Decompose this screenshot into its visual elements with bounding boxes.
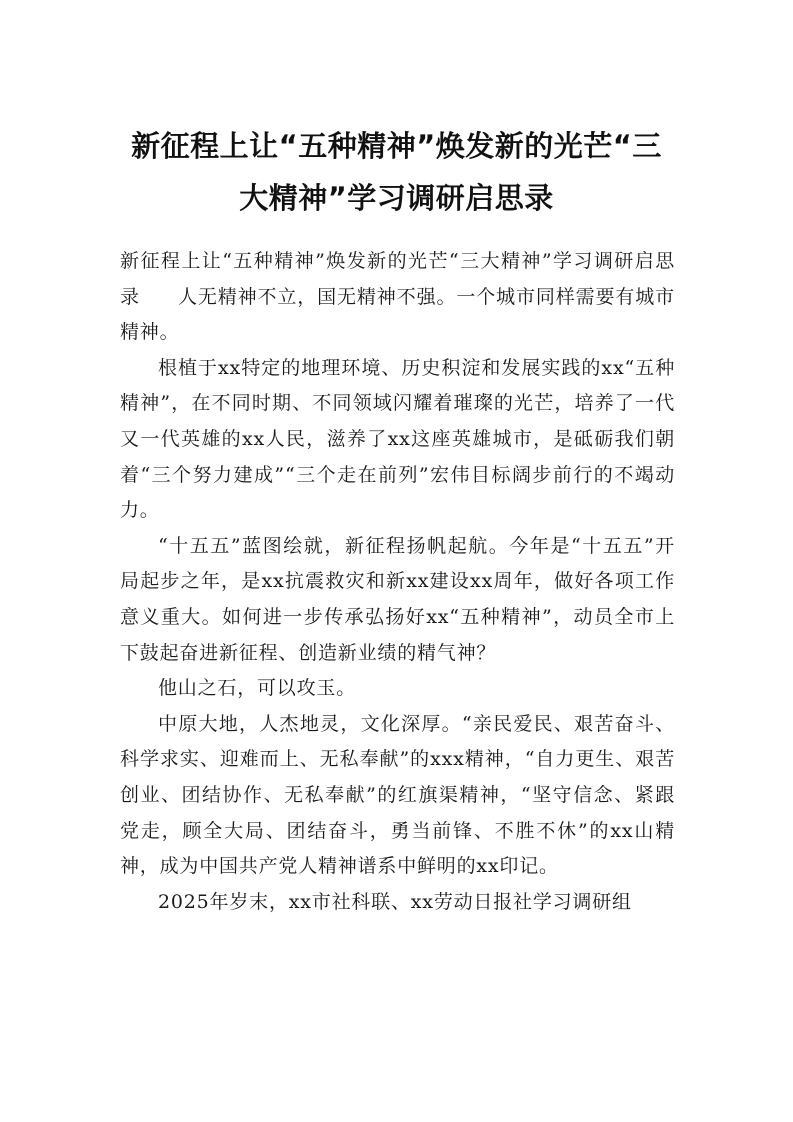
document-title: [105, 120, 688, 224]
paragraph-4: 中原大地，人杰地灵，文化深厚。“亲民爱民、艰苦奋斗、科学求实、迎难而上、无私奉献”的xxx精神，“自力更生、艰苦创业、团结协作、无私奉献”的红旗渠精神，“坚守信念、紧跟党走，顾全大局、团结奋斗，勇当前锋、不胜不休”的xx山精神，成为中国共产党人精神谱系中鲜明的xx印记。: [120, 712, 675, 878]
intro-heading-text: 新征程上让“五种精神”焕发新的光芒“三大精神”学习调研启思录: [120, 250, 675, 308]
title-line-2: 大精神”学习调研启思录: [239, 181, 554, 215]
paragraph-1: 根植于xx特定的地理环境、历史积淀和发展实践的xx“五种精神”，在不同时期、不同领域闪耀着璀璨的光芒，培养了一代又一代英雄的xx人民，滋养了xx这座英雄城市，是砥砺我们朝着“三个努力建成”“三个走在前列”宏伟目标阔步前行的不竭动力。: [120, 356, 675, 522]
paragraph-2: “十五五”蓝图绘就，新征程扬帆起航。今年是“十五五”开局起步之年，是xx抗震救灾和新xx建设xx周年，做好各项工作意义重大。如何进一步传承弘扬好xx“五种精神”，动员全市上下鼓起奋进新征程、创造新业绩的精气神？: [120, 534, 675, 664]
title-line-1: 新征程上让“五种精神”焕发新的光芒“三: [131, 129, 662, 163]
paragraph-5: 2025年岁末，xx市社科联、xx劳动日报社学习调研组: [158, 890, 632, 913]
intro-text: 人无精神不立，国无精神不强。一个城市同样需要有城市精神。: [120, 285, 675, 344]
intro-paragraph: [120, 244, 675, 351]
paragraph-3: 他山之石，可以攻玉。: [158, 677, 357, 700]
document-body: [120, 244, 675, 920]
